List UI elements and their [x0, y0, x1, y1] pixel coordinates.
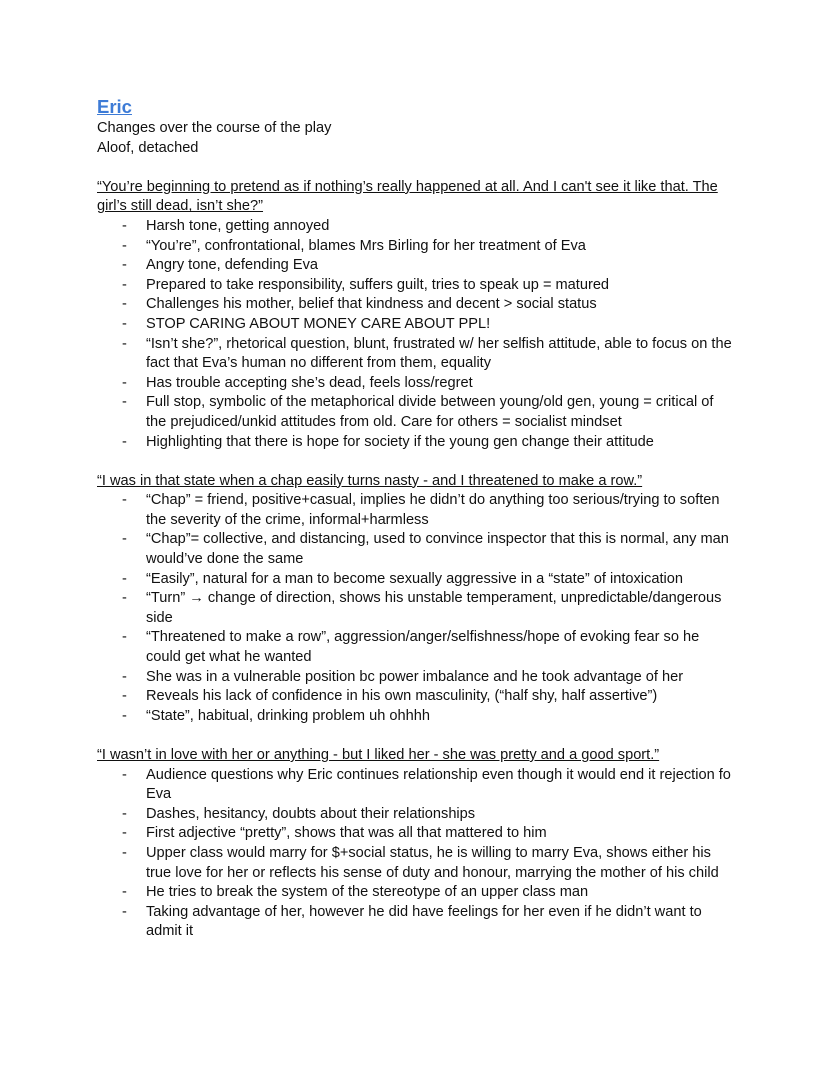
spacer	[97, 452, 737, 472]
list-item	[97, 589, 737, 628]
quote-section	[97, 452, 737, 726]
list-item	[97, 766, 737, 805]
list-item	[97, 433, 737, 453]
list-item	[97, 668, 737, 688]
analysis-list	[97, 766, 737, 942]
list-item-text: Challenges his mother, belief that kindness and decent > social status	[146, 296, 597, 313]
list-item-text: Dashes, hesitancy, doubts about their relationships	[146, 805, 476, 822]
list-item-text: “Easily”, natural for a man to become sexually aggressive in a “state” of intoxication	[146, 570, 683, 587]
list-item	[97, 903, 737, 942]
quote-section	[97, 158, 737, 452]
list-item	[97, 256, 737, 276]
list-item	[97, 491, 737, 530]
analysis-list	[97, 491, 737, 726]
list-item	[97, 237, 737, 257]
spacer	[97, 726, 737, 746]
bullet-dash-icon: -	[122, 374, 127, 391]
list-item-text: “Chap”= collective, and distancing, used to convince inspector that this is normal, any man would’ve done the same	[146, 531, 729, 568]
bullet-dash-icon: -	[122, 805, 127, 822]
bullet-dash-icon: -	[122, 492, 127, 509]
list-item-text: Prepared to take responsibility, suffers guilt, tries to speak up = matured	[146, 276, 610, 293]
bullet-dash-icon: -	[122, 688, 127, 705]
quote-heading: “I was in that state when a chap easily turns nasty - and I threatened to make a row.”	[97, 472, 643, 489]
bullet-dash-icon: -	[122, 276, 127, 293]
list-item	[97, 707, 737, 727]
list-item	[97, 628, 737, 667]
list-item-text: “Isn’t she?”, rhetorical question, blunt, frustrated w/ her selfish attitude, able to focus on the fact that Eva’s human no different from them, equality	[146, 335, 732, 372]
bullet-dash-icon: -	[122, 884, 127, 901]
list-item-text: Taking advantage of her, however he did have feelings for her even if he didn’t want to admit it	[146, 903, 702, 940]
bullet-dash-icon: -	[122, 315, 127, 332]
bullet-dash-icon: -	[122, 844, 127, 861]
sections	[97, 158, 737, 942]
list-item	[97, 687, 737, 707]
list-item	[97, 570, 737, 590]
bullet-dash-icon: -	[122, 237, 127, 254]
list-item-text: “State”, habitual, drinking problem uh ohhhh	[146, 707, 430, 724]
list-item-text: Reveals his lack of confidence in his own masculinity, (“half shy, half assertive”)	[146, 688, 658, 705]
intro-line: Aloof, detached	[97, 139, 199, 156]
list-item-text: Has trouble accepting she’s dead, feels loss/regret	[146, 374, 473, 391]
list-item	[97, 824, 737, 844]
list-item-text: Upper class would marry for $+social status, he is willing to marry Eva, shows either his true love for her or reflects his sense of duty and honour, marrying the mother of his child	[146, 844, 719, 881]
analysis-list	[97, 217, 737, 452]
bullet-dash-icon: -	[122, 766, 127, 783]
document-heading[interactable]: Eric	[97, 96, 132, 117]
list-item-text: “Chap” = friend, positive+casual, implies he didn’t do anything too serious/trying to soften the severity of the crime, informal+harmless	[146, 492, 720, 528]
list-item	[97, 883, 737, 903]
bullet-dash-icon: -	[122, 531, 127, 548]
list-item	[97, 530, 737, 569]
bullet-dash-icon: -	[122, 217, 127, 234]
list-item	[97, 315, 737, 335]
bullet-dash-icon: -	[122, 825, 127, 842]
list-item-text: Full stop, symbolic of the metaphorical divide between young/old gen, young = critical of the prejudiced/unkid attitudes from old. Care for others = socialist mindset	[146, 394, 714, 430]
bullet-dash-icon: -	[122, 570, 127, 587]
list-item-text: Audience questions why Eric continues relationship even though it would end it rejection fo Eva	[146, 766, 731, 803]
bullet-dash-icon: -	[122, 335, 127, 352]
list-item-text: “You’re”, confrontational, blames Mrs Birling for her treatment of Eva	[146, 237, 586, 254]
list-item-text: “Turn” → change of direction, shows his unstable temperament, unpredictable/dangerous side	[146, 590, 722, 626]
list-item	[97, 805, 737, 825]
list-item	[97, 844, 737, 883]
intro-line: Changes over the course of the play	[97, 120, 332, 136]
bullet-dash-icon: -	[122, 433, 127, 450]
list-item-text: “Threatened to make a row”, aggression/anger/selfishness/hope of evoking fear so he could get what he wanted	[146, 629, 700, 666]
document-body	[97, 96, 737, 942]
list-item-text: He tries to break the system of the stereotype of an upper class man	[146, 884, 589, 901]
list-item	[97, 295, 737, 315]
list-item-text: Highlighting that there is hope for society if the young gen change their attitude	[146, 433, 654, 450]
list-item-text: First adjective “pretty”, shows that was all that mattered to him	[146, 825, 547, 842]
bullet-dash-icon: -	[122, 296, 127, 313]
list-item	[97, 393, 737, 432]
list-item	[97, 335, 737, 374]
bullet-dash-icon: -	[122, 707, 127, 724]
quote-heading: “You’re beginning to pretend as if nothing’s really happened at all. And I can't see it like that. The girl’s still dead, isn’t she?”	[97, 178, 718, 215]
list-item-text: Angry tone, defending Eva	[146, 257, 319, 274]
list-item	[97, 276, 737, 296]
spacer	[97, 158, 737, 178]
list-item-text: She was in a vulnerable position bc power imbalance and he took advantage of her	[146, 668, 684, 685]
bullet-dash-icon: -	[122, 629, 127, 646]
list-item-text: STOP CARING ABOUT MONEY CARE ABOUT PPL!	[146, 315, 491, 332]
list-item	[97, 374, 737, 394]
list-item-text: Harsh tone, getting annoyed	[146, 217, 330, 234]
quote-heading: “I wasn’t in love with her or anything - but I liked her - she was pretty and a good sport.”	[97, 747, 660, 763]
bullet-dash-icon: -	[122, 903, 127, 920]
bullet-dash-icon: -	[122, 668, 127, 685]
bullet-dash-icon: -	[122, 590, 127, 607]
bullet-dash-icon: -	[122, 394, 127, 411]
list-item	[97, 217, 737, 237]
quote-section	[97, 726, 737, 942]
bullet-dash-icon: -	[122, 257, 127, 274]
